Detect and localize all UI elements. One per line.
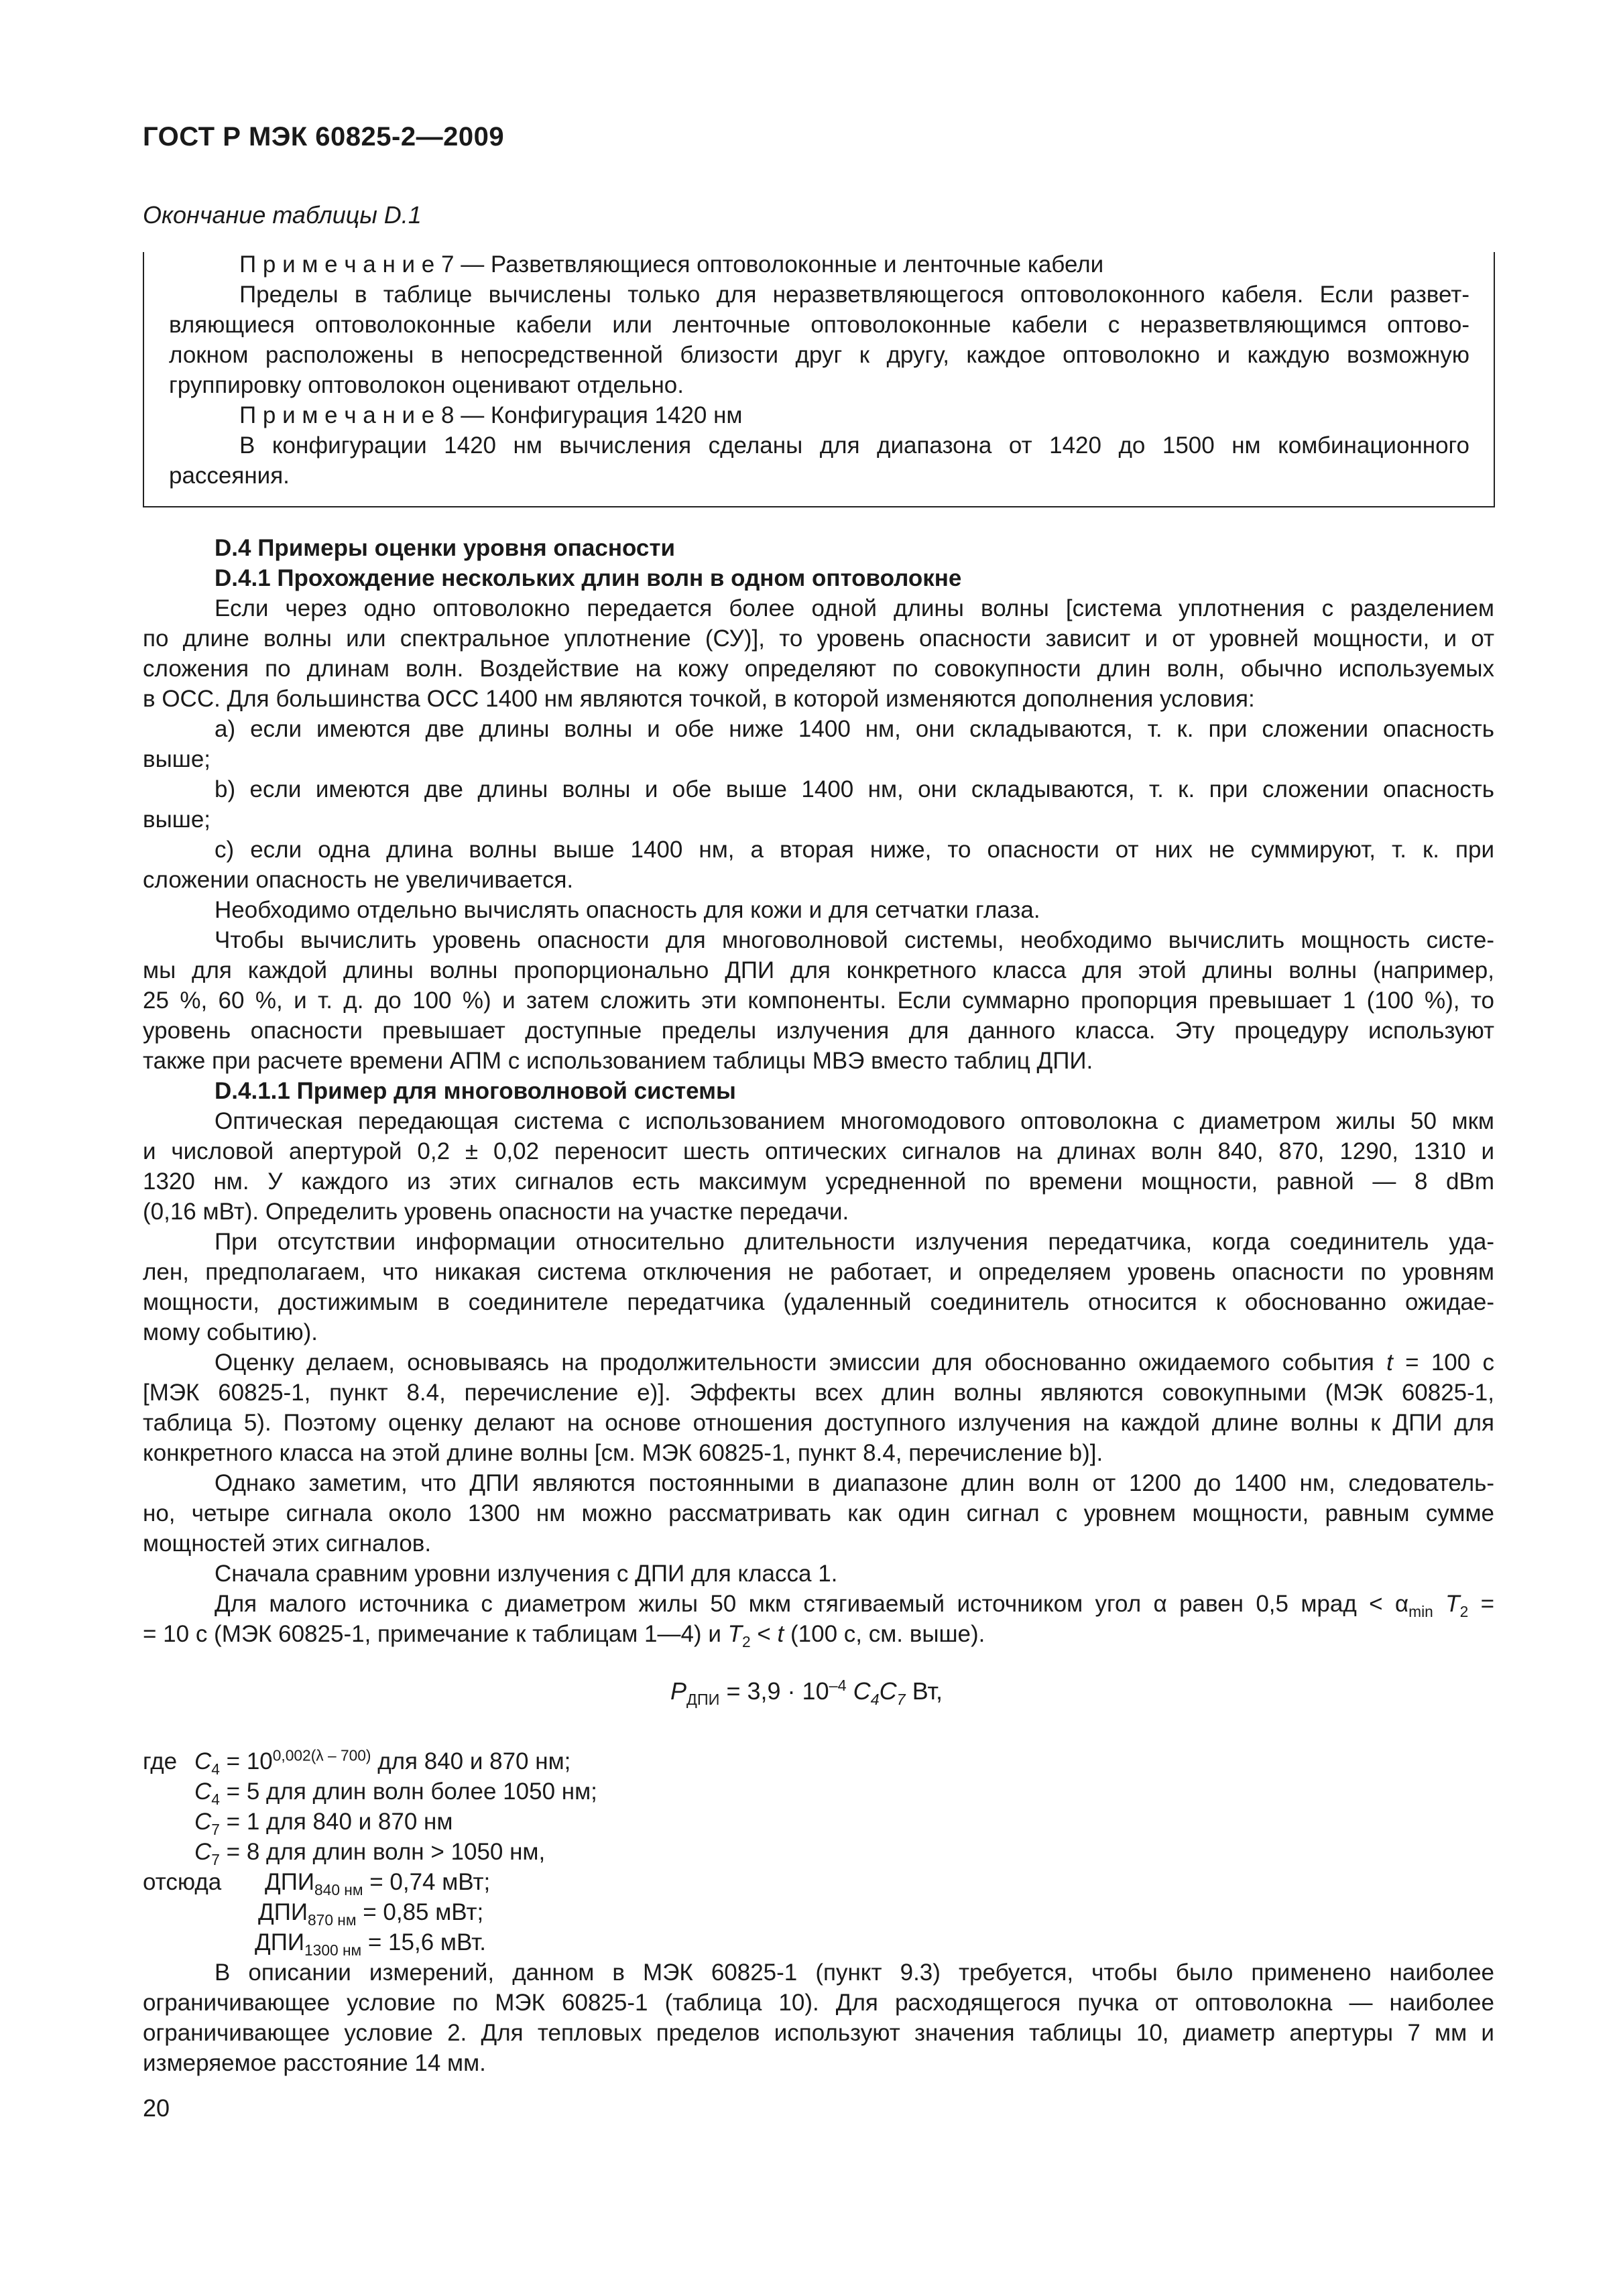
list-item-b: b) если имеются две длины волны и обе выше 1400 нм, они складываются, т. к. при сложении опасность [215,776,1494,802]
paragraph-line: Оптическая передающая система с использованием многомодового оптоволокна с диаметром жилы 50 мкм [215,1108,1494,1134]
paragraph-line: и числовой апертурой 0,2 ± 0,02 переносит шесть оптических сигналов на длинах волн 840, 870, 1290, 1310 и [143,1138,1494,1164]
dpi-840: $ДПИ_{840 нм} = 0,74$ мВт; [265,1869,491,1898]
list-item-b-cont: выше; [143,806,211,833]
note-label: П р и м е ч а н и е [239,402,435,428]
note-label: П р и м е ч а н и е [239,251,435,278]
paragraph-line: Однако заметим, что ДПИ являются постоянными в диапазоне длин волн от 1200 до 1400 нм, следователь- [215,1470,1494,1496]
note-7-heading [239,249,1469,280]
text-run: (100 с, см. выше). [784,1621,985,1647]
c4-definition: $C_4 = 5$ для длин волн более 1050 нм; [194,1778,597,1808]
note-text-line: вляющиеся оптоволоконные кабели или ленточные оптоволоконные кабели с неразветвляющимся оптово- [169,312,1469,338]
paragraph-line: ограничивающее условие 2. Для тепловых пределов используют значения таблицы 10, диаметр апертуры 7 мм и [143,2020,1494,2046]
paragraph-line: (0,16 мВт). Определить уровень опасности на участке передачи. [143,1199,849,1225]
note-text-line: рассеяния. [169,463,290,489]
paragraph-line: При отсутствии информации относительно длительности излучения передатчика, когда соединитель уда- [215,1229,1494,1255]
c7-definition: $C_7 = 1$ для 840 и 870 нм [194,1809,453,1838]
paragraph-line: Чтобы вычислить уровень опасности для многоволновой системы, необходимо вычислить мощность систе- [215,927,1494,953]
section-d411-title: D.4.1.1 Пример для многоволновой системы [215,1078,736,1104]
dpi-1300: $ДПИ_{1300 нм} = 15,6$ мВт. [255,1929,487,1959]
note-text-line: Пределы в таблице вычислены только для неразветвляющегося оптоволоконного кабеля. Если развет- [239,282,1469,308]
paragraph-line [143,1619,1494,1649]
subscript: 2 [1459,1603,1469,1620]
paragraph-line: сложения по длинам волн. Воздействие на кожу определяют по совокупности длин волн, обычно используемых [143,656,1494,682]
paragraph-line: уровень опасности превышает доступные пределы излучения для данного класса. Эту процедуру используют [143,1018,1494,1044]
paragraph-line: 25 %, 60 %, и т. д. до 100 %) и затем сложить эти компоненты. Если суммарно пропорция превышает 1 (100 %), то [143,987,1494,1014]
c7-definition: $C_7 = 8$ для длин волн > 1050 нм, [194,1839,546,1868]
list-item-a-cont: выше; [143,746,211,772]
text-run: Вт, [912,1677,943,1705]
variable-t: t [1386,1349,1393,1376]
paragraph-line: мому событию). [143,1319,318,1345]
paragraph-line: 1320 нм. У каждого из этих сигналов есть максимум усредненной по времени мощности, равной — 8 dBm [143,1168,1494,1195]
list-item-a: a) если имеются две длины волны и обе ниже 1400 нм, они складываются, т. к. при сложении опасность [215,716,1494,742]
text-run: Оценку делаем, основываясь на продолжительности эмиссии для обоснованно ожидаемого события [215,1349,1387,1376]
paragraph-line: Если через одно оптоволокно передается более одной длины волны [система уплотнения с разделением [215,595,1494,621]
paragraph-line: [МЭК 60825-1, пункт 8.4, перечисление e)]. Эффекты всех длин волны являются совокупными (МЭК 60825-1, [143,1380,1494,1406]
paragraph-line: мы для каждой длины волны пропорционально ДПИ для конкретного класса для этой длины волны (например, [143,957,1494,983]
paragraph-line: ограничивающее условие по МЭК 60825-1 (таблица 10). Для расходящегося пучка от оптоволокна — наиболее [143,1990,1494,2016]
note-text-line: В конфигурации 1420 нм вычисления сделаны для диапазона от 1420 до 1500 нм комбинационного [239,432,1469,459]
subscript: ДПИ [686,1691,720,1709]
variable-T: T [1445,1591,1460,1617]
text-run: < [750,1621,778,1647]
text-run: = 10 с (МЭК 60825-1, примечание к таблицам 1—4) и [143,1621,728,1647]
standard-header: ГОСТ Р МЭК 60825-2—2009 [143,122,505,152]
note-8-heading [239,400,1469,430]
paragraph-line: Сначала сравним уровни излучения с ДПИ для класса 1. [215,1561,838,1587]
text-run: = 100 с [1392,1349,1494,1376]
text-run: Для малого источника с диаметром жилы 50 мкм стягиваемый источником угол α равен 0,5 мрад < α [215,1591,1409,1617]
paragraph-line: но, четыре сигнала около 1300 нм можно рассматривать как один сигнал с уровнем мощности, равным сумме [143,1500,1494,1526]
section-d4-title: D.4 Примеры оценки уровня опасности [215,535,676,561]
paragraph-line: лен, предполагаем, что никакая система отключения не работает, и определяем уровень опасности по уровням [143,1259,1494,1285]
superscript: –4 [829,1677,847,1694]
paragraph-line [215,1347,1494,1378]
hence-word: отсюда [143,1869,222,1895]
paragraph-line: таблица 5). Поэтому оценку делают на основе отношения доступного излучения на каждой длине волны к ДПИ для [143,1410,1494,1436]
paragraph-line [215,1589,1494,1619]
variable-T: T [727,1621,742,1647]
paragraph-line: мощностей этих сигналов. [143,1530,432,1557]
subscript: min [1408,1603,1433,1620]
dpi-870: $ДПИ_{870 нм} = 0,85$ мВт; [258,1899,484,1929]
c4-definition: $C_4 = 10^{0,002(\lambda - 700)}$ для 840 и 870 нм; [194,1746,571,1778]
paragraph-line: в ОСС. Для большинства ОСС 1400 нм являются точкой, в которой изменяются дополнения условия: [143,686,1255,712]
variable-C4: $C_4C_7$ [853,1677,906,1709]
note-title: 7 — Разветвляющиеся оптоволоконные и ленточные кабели [441,251,1104,278]
paragraph-line: по длине волны или спектральное уплотнение (СУ)], то уровень опасности зависит и от уровней мощности, и от [143,625,1494,652]
note-title: 8 — Конфигурация 1420 нм [441,402,743,428]
page-number: 20 [143,2094,170,2122]
paragraph-line: В описании измерений, данном в МЭК 60825-1 (пункт 9.3) требуется, чтобы было применено наиболее [215,1959,1494,1986]
list-item-c-cont: сложении опасность не увеличивается. [143,867,574,893]
section-d41-title: D.4.1 Прохождение нескольких длин волн в одном оптоволокне [215,565,962,591]
subscript: 2 [741,1633,751,1650]
list-item-c: c) если одна длина волны выше 1400 нм, а вторая ниже, то опасности от них не суммируют, т. к. при [215,837,1494,863]
where-word: где [143,1748,178,1774]
text-run: = [1468,1591,1495,1617]
table-caption: Окончание таблицы D.1 [143,201,422,229]
paragraph-line: измеряемое расстояние 14 мм. [143,2050,486,2076]
note-text-line: локном расположены в непосредственной близости друг к другу, каждое оптоволокно и каждую возможную [169,342,1469,368]
text-run: = 3,9 · 10 [719,1677,829,1705]
note-text-line: группировку оптоволокон оценивают отдельно. [169,372,684,398]
paragraph-line: конкретного класса на этой длине волны [см. МЭК 60825-1, пункт 8.4, перечисление b)]. [143,1440,1103,1466]
paragraph-line: мощности, достижимым в соединителе передатчика (удаленный соединитель относится к обоснованно ожидае- [143,1289,1494,1315]
formula-p-dpi [670,1677,943,1709]
variable-P: P [670,1677,687,1705]
paragraph-line: Необходимо отдельно вычислять опасность для кожи и для сетчатки глаза. [215,897,1040,923]
variable-t: t [777,1621,784,1647]
paragraph-line: также при расчете времени АПМ с использованием таблицы МВЭ вместо таблиц ДПИ. [143,1048,1093,1074]
